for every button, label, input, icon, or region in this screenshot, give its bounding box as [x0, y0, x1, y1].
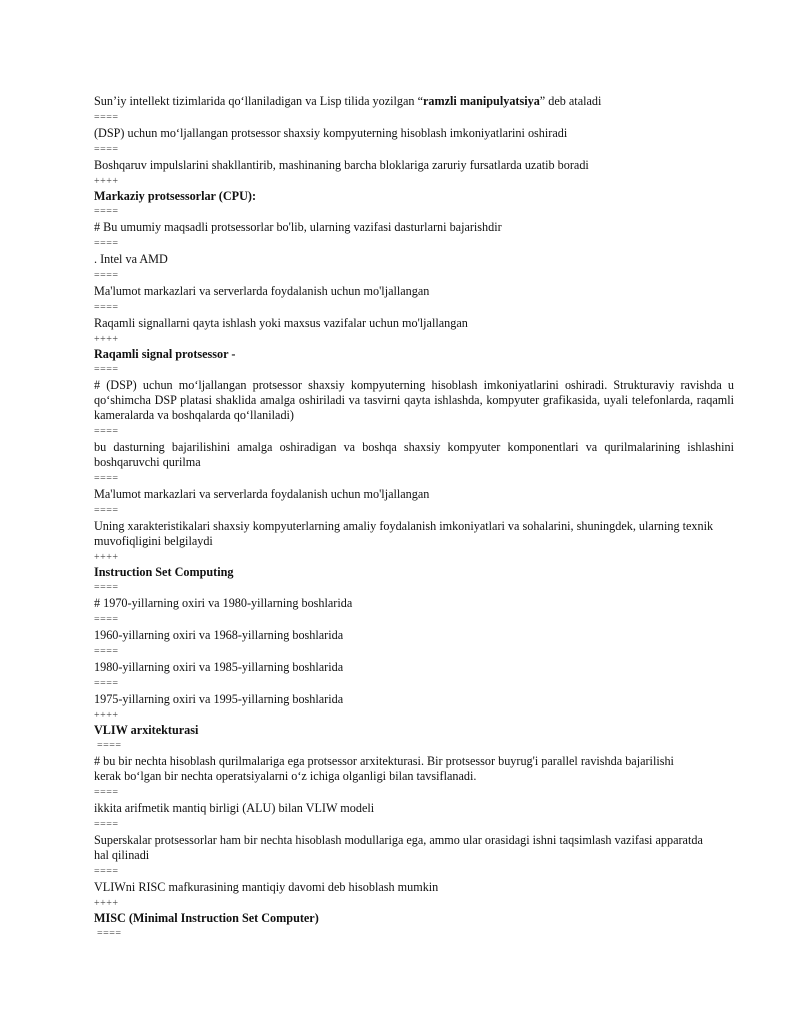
section-separator: ++++	[94, 176, 119, 187]
separator: ====	[94, 678, 119, 689]
text-line: ikkita arifmetik mantiq birligi (ALU) bilan VLIW modeli	[94, 801, 375, 815]
bold-term: ramzli manipulyatsiya	[422, 94, 540, 108]
section-separator: ++++	[94, 334, 119, 345]
section-separator: ++++	[94, 710, 119, 721]
section-separator: ++++	[94, 552, 119, 563]
separator: ====	[94, 646, 119, 657]
text-line: Ma'lumot markazlari va serverlarda foydalanish uchun mo'ljallangan	[94, 284, 430, 298]
text-line: . Intel va AMD	[94, 252, 168, 266]
separator: ====	[94, 144, 119, 155]
text-paragraph: bu dasturning bajarilishini amalga oshiradigan va boshqa shaxsiy kompyuter komponentlari va qurilmalarining ishlashini boshqaruvchi qurilma	[94, 440, 734, 469]
separator: ====	[94, 238, 119, 249]
separator: ====	[94, 302, 119, 313]
separator: ====	[94, 614, 119, 625]
text-span: ” deb ataladi	[539, 94, 602, 108]
text-paragraph: Superskalar protsessorlar ham bir nechta hisoblash modullariga ega, ammo ular orasidagi ishni taqsimlash vazifasi apparatda hal qilinadi	[94, 833, 703, 862]
question-heading: Markaziy protsessorlar (CPU):	[94, 189, 257, 203]
separator: ====	[94, 866, 119, 877]
separator: ====	[97, 928, 122, 939]
separator: ====	[94, 819, 119, 830]
text-line: Boshqaruv impulslarini shakllantirib, mashinaning barcha bloklariga zaruriy fursatlarda uzatib boradi	[94, 158, 589, 172]
section-separator: ++++	[94, 898, 119, 909]
text-line: # 1970-yillarning oxiri va 1980-yillarning boshlarida	[94, 596, 353, 610]
text-line: 1980-yillarning oxiri va 1985-yillarning boshlarida	[94, 660, 344, 674]
text-line: 1975-yillarning oxiri va 1995-yillarning boshlarida	[94, 692, 344, 706]
separator: ====	[97, 740, 122, 751]
text-paragraph: # (DSP) uchun mo‘ljallangan protsessor shaxsiy kompyuterning hisoblash imkoniyatlarini oshiradi. Strukturaviy ravishda u qo‘shimcha DSP platasi shaklida amalga oshiriladi va tasvirni qayta ishlashda, kompyuter grafikasida, uyali telefonlarda, raqamli kameralarda va boshqalarda qo‘llaniladi)	[94, 378, 734, 422]
separator: ====	[94, 505, 119, 516]
document-body	[94, 93, 734, 941]
separator: ====	[94, 426, 119, 437]
separator: ====	[94, 364, 119, 375]
separator: ====	[94, 787, 119, 798]
separator: ====	[94, 582, 119, 593]
question-heading: Instruction Set Computing	[94, 565, 234, 579]
text-line: Ma'lumot markazlari va serverlarda foydalanish uchun mo'ljallangan	[94, 487, 430, 501]
question-heading: MISC (Minimal Instruction Set Computer)	[94, 911, 319, 925]
separator: ====	[94, 206, 119, 217]
separator: ====	[94, 112, 119, 123]
text-line: 1960-yillarning oxiri va 1968-yillarning boshlarida	[94, 628, 344, 642]
question-heading: Raqamli signal protsessor -	[94, 347, 236, 361]
text-line: (DSP) uchun mo‘ljallangan protsessor shaxsiy kompyuterning hisoblash imkoniyatlarini oshiradi	[94, 126, 568, 140]
text-line	[94, 94, 734, 109]
separator: ====	[94, 473, 119, 484]
text-line: VLIWni RISC mafkurasining mantiqiy davomi deb hisoblash mumkin	[94, 880, 439, 894]
text-paragraph: # bu bir nechta hisoblash qurilmalariga ega protsessor arxitekturasi. Bir protsessor buyrug'i parallel ravishda bajarilishi kerak bo‘lgan bir nechta operatsiyalarni o‘z ichiga olganligi bilan tavsiflanadi.	[94, 754, 674, 783]
question-heading: VLIW arxitekturasi	[94, 723, 199, 737]
text-line: # Bu umumiy maqsadli protsessorlar bo'lib, ularning vazifasi dasturlarni bajarishdir	[94, 220, 502, 234]
text-line: Raqamli signallarni qayta ishlash yoki maxsus vazifalar uchun mo'ljallangan	[94, 316, 468, 330]
text-paragraph: Uning xarakteristikalari shaxsiy kompyuterlarning amaliy foydalanish imkoniyatlari va sohalarini, shuningdek, ularning texnik muvofiqligini belgilaydi	[94, 519, 714, 548]
text-span: Sun’iy intellekt tizimlarida qo‘llaniladigan va Lisp tilida yozilgan “	[94, 94, 423, 108]
separator: ====	[94, 270, 119, 281]
